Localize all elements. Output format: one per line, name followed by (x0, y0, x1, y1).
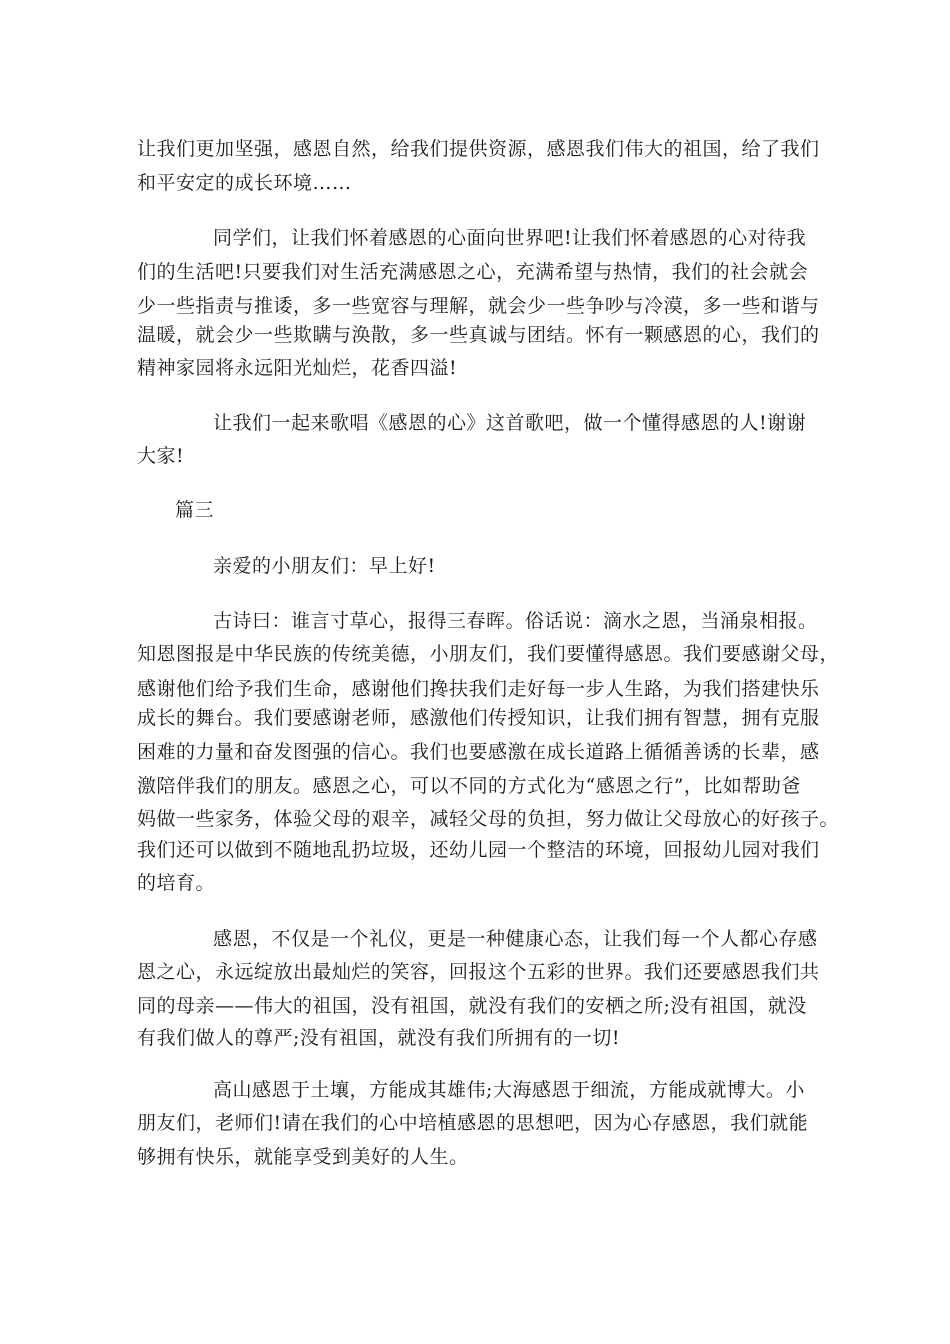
paragraph-line: 激陪伴我们的朋友。感恩之心，可以不同的方式化为“感恩之行”，比如帮助爸 (137, 775, 801, 797)
paragraph-line: 同学们，让我们怀着感恩的心面向世界吧!让我们怀着感恩的心对待我 (213, 227, 807, 249)
paragraph-line: 和平安定的成长环境…… (137, 172, 352, 194)
paragraph-line: 有我们做人的尊严;没有祖国，就没有我们所拥有的一切! (137, 1027, 621, 1049)
paragraph-line: 精神家园将永远阳光灿烂，花香四溢! (137, 357, 458, 379)
paragraph-line: 够拥有快乐，就能享受到美好的人生。 (137, 1146, 469, 1168)
paragraph-line: 高山感恩于土壤，方能成其雄伟;大海感恩于细流，方能成就博大。小 (213, 1079, 805, 1101)
paragraph-line: 少一些指责与推诿，多一些宽容与理解，就会少一些争吵与冷漠，多一些和谐与 (137, 295, 820, 317)
paragraph-line: 朋友们，老师们!请在我们的心中培植感恩的思想吧，因为心存感恩，我们就能 (137, 1112, 809, 1134)
paragraph-line: 大家! (137, 445, 185, 467)
greeting-line: 亲爱的小朋友们：早上好! (213, 555, 436, 577)
paragraph-line: 知恩图报是中华民族的传统美德，小朋友们，我们要懂得感恩。我们要感谢父母， (137, 643, 840, 665)
paragraph-line: 古诗曰：谁言寸草心，报得三春晖。俗话说：滴水之恩，当涌泉相报。 (213, 610, 818, 632)
paragraph-line: 让我们更加坚强，感恩自然，给我们提供资源，感恩我们伟大的祖国，给了我们 (137, 138, 820, 160)
paragraph-line: 感恩，不仅是一个礼仪，更是一种健康心态，让我们每一个人都心存感 (213, 928, 818, 950)
paragraph-line: 让我们一起来歌唱《感恩的心》这首歌吧，做一个懂得感恩的人!谢谢 (213, 412, 807, 434)
paragraph-line: 温暖，就会少一些欺瞒与涣散，多一些真诚与团结。怀有一颗感恩的心，我们的 (137, 324, 820, 346)
paragraph-line: 同的母亲——伟大的祖国，没有祖国，就没有我们的安栖之所;没有祖国，就没 (137, 995, 807, 1017)
paragraph-line: 的培育。 (137, 872, 216, 894)
section-heading: 篇三 (175, 499, 215, 521)
paragraph-line: 恩之心，永远绽放出最灿烂的笑容，回报这个五彩的世界。我们还要感恩我们共 (137, 961, 820, 983)
paragraph-line: 我们还可以做到不随地乱扔垃圾，还幼儿园一个整洁的环境，回报幼儿园对我们 (137, 839, 820, 861)
paragraph-line: 困难的力量和奋发图强的信心。我们也要感激在成长道路上循循善诱的长辈，感 (137, 741, 820, 763)
paragraph-line: 们的生活吧!只要我们对生活充满感恩之心，充满希望与热情，我们的社会就会 (137, 261, 809, 283)
paragraph-line: 感谢他们给予我们生命，感谢他们搀扶我们走好每一步人生路，为我们搭建快乐 (137, 678, 820, 700)
paragraph-line: 妈做一些家务，体验父母的艰辛，减轻父母的负担，努力做让父母放心的好孩子。 (137, 808, 840, 830)
paragraph-line: 成长的舞台。我们要感谢老师，感激他们传授知识，让我们拥有智慧，拥有克服 (137, 707, 820, 729)
